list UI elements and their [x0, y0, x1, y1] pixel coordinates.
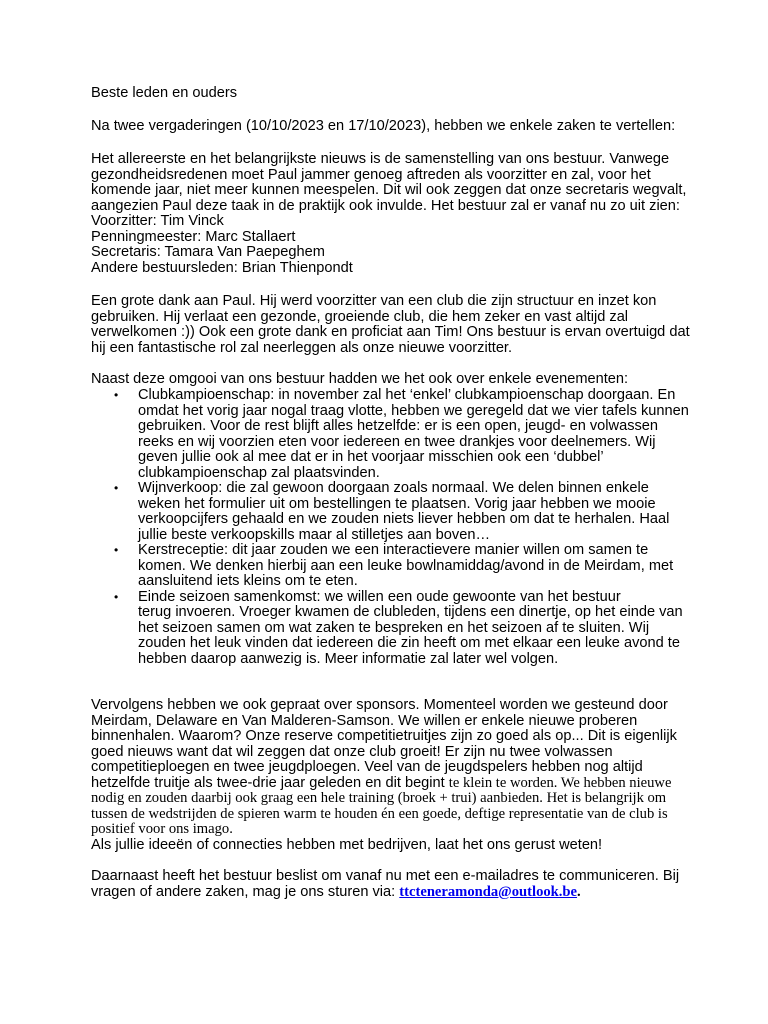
sponsor-paragraph: Vervolgens hebben we ook gepraat over sponsors. Momenteel worden we gesteund door Meirdam, Delaware en Van Malderen-Samson. We willen er enkele nieuwe proberen binnenhalen. Waarom? Onze reserve competitietruitjes zijn zo goed als op... Dit is eigenlijk goed nieuws want dat wil zeggen dat onze club groeit! Er zijn nu twee volwassen competitieploegen en twee jeugdploegen. Veel van de jeugdspelers hebben nog altijd hetzelfde truitje als twee-drie jaar geleden en dit begint te klein te worden. We hebben nieuwe nodig en zouden daarbij ook graag een hele training (broek + trui) aanbieden. Het is belangrijk om tussen de wedstrijden de spieren warm te houden én een goede, deftige representatie van de club is positief voor ons imago. Als jullie ideeën of connecties hebben met bedrijven, laat het ons gerust weten! — [91, 698, 691, 853]
board-member-chair: Voorzitter: Tim Vinck — [91, 213, 224, 229]
intro-line: Na twee vergaderingen (10/10/2023 en 17/10/2023), hebben we enkele zaken te vertellen: — [91, 118, 676, 134]
thanks-paragraph — [91, 294, 691, 356]
events-list — [91, 388, 711, 667]
thanks-line: verwelkomen :)) Ook een grote dank en proficiat aan Tim! Ons bestuur is ervan overtuigd dat — [91, 324, 690, 340]
thanks-line: gebruiken. Hij verlaat een gezonde, groeiende club, die hem zeker en vast altijd zal — [91, 308, 629, 325]
board-line: komende jaar, niet meer kunnen meespelen. Dit wil ook zeggen dat onze secretaris wegvalt, — [91, 182, 687, 198]
list-item: • Clubkampioenschap: in november zal het ‘enkel’ clubkampioenschap doorgaan. En omdat het vorig jaar nogal traag vlotte, hebben we geregeld dat we vier tafels kunnen gebruiken. Voor de rest blijft alles hetzelfde: er is een open, jeugd- en volwassen reeks en wij voorzien eten voor iedereen en twee drankjes voor deelnemers. Wij geven jullie ook al mee dat er in het voorjaar misschien ook een ‘dubbel’ clubkampioenschap zal plaatsvinden. — [114, 387, 689, 481]
events-intro: Naast deze omgooi van ons bestuur hadden we het ook over enkele evenementen: — [91, 371, 629, 387]
bullet-icon: • — [114, 481, 119, 495]
greeting: Beste leden en ouders — [91, 85, 238, 101]
board-member-secretary: Secretaris: Tamara Van Paepeghem — [91, 244, 325, 260]
board-line: Het allereerste en het belangrijkste nieuws is de samenstelling van ons bestuur. Vanwege — [91, 151, 670, 167]
email-paragraph: Daarnaast heeft het bestuur beslist om vanaf nu met een e-mailadres te communiceren. Bij vragen of andere zaken, mag je ons sturen via: ttcteneramonda@outlook.be. — [91, 868, 680, 900]
board-member-treasurer: Penningmeester: Marc Stallaert — [91, 228, 296, 245]
list-item: • Kerstreceptie: dit jaar zouden we een interactievere manier willen om samen te komen. We denken hierbij aan een leuke bowlnamiddag/avond in de Meirdam, met aansluitend iets kleins om te eten. — [114, 542, 674, 589]
mixed-font-line: hetzelfde truitje als twee-drie jaar geleden en dit begint te klein te worden. We hebben nieuwe — [91, 774, 672, 791]
bullet-icon: • — [114, 388, 119, 402]
board-paragraph — [91, 152, 691, 276]
list-item: • Einde seizoen samenkomst: we willen een oude gewoonte van het bestuur terug invoeren. Vroeger kwamen de clubleden, tijdens een dinertje, op het einde van het seizoen samen om wat zaken te bespreken en het seizoen af te sluiten. Wij zouden het leuk vinden dat iedereen die zin heeft om met elkaar een leuke avond te hebben daarop aanwezig is. Meer informatie zal later wel volgen. — [114, 588, 683, 667]
list-item: • Wijnverkoop: die zal gewoon doorgaan zoals normaal. We delen binnen enkele weken het formulier uit om bestellingen te plaatsen. Vorig jaar hebben we mooie verkoopcijfers gehaald en we zouden niets liever hebben om dat te herhalen. Haal jullie beste verkoopskills maar al stilletjes aan boven… — [114, 480, 670, 543]
bullet-icon: • — [114, 589, 119, 604]
thanks-line: hij een fantastische rol zal neerleggen als onze nieuwe voorzitter. — [91, 339, 513, 356]
board-line: gezondheidsredenen moet Paul jammer genoeg aftreden als voorzitter en zal, voor het — [91, 166, 651, 183]
thanks-line: Een grote dank aan Paul. Hij werd voorzitter van een club die zijn structuur en inzet kon — [91, 293, 657, 309]
board-member-other: Andere bestuursleden: Brian Thienpondt — [91, 259, 353, 276]
email-link[interactable]: ttcteneramonda@outlook.be — [399, 883, 578, 900]
bullet-icon: • — [114, 543, 119, 557]
board-line: aangezien Paul deze taak in de praktijk ook invulde. Het bestuur zal er vanaf nu zo uit zien: — [91, 197, 680, 214]
